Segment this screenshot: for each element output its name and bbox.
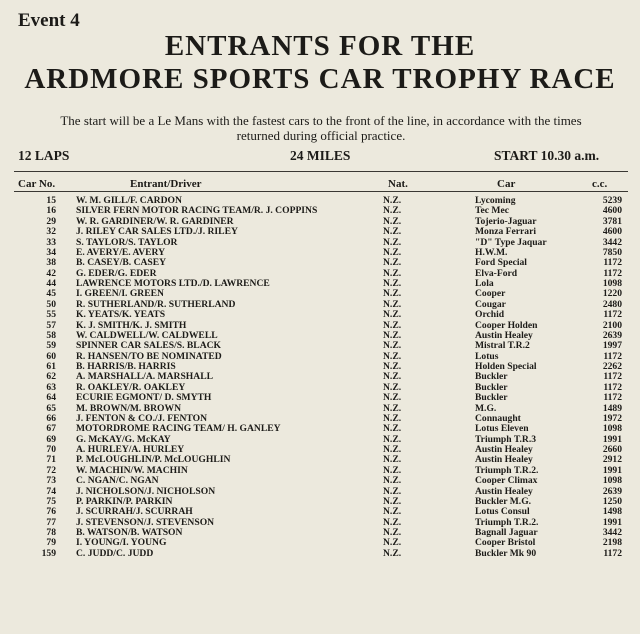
car-number: 16 [46,205,56,217]
car-model: M.G. [475,402,497,414]
header-nat: Nat. [388,178,408,190]
entrant-driver: C. JUDD/C. JUDD [76,547,154,559]
header-cc: c.c. [592,178,608,190]
nationality: N.Z. [383,205,402,217]
car-number: 66 [46,412,56,424]
car-number: 34 [46,246,56,258]
nationality: N.Z. [383,236,402,248]
nationality: N.Z. [383,527,402,538]
entrant-driver: R. OAKLEY/R. OAKLEY [76,381,186,393]
nationality: N.Z. [383,392,402,404]
engine-cc: 1098 [602,475,622,487]
engine-cc: 1991 [602,464,622,476]
car-model: Holden Special [475,361,537,372]
car-model: Austin Healey [475,329,533,341]
car-model: Tec Mec [475,205,510,217]
car-model: Buckler Mk 90 [475,547,537,559]
header-entrant: Entrant/Driver [130,178,202,190]
nationality: N.Z. [383,288,402,300]
car-number: 77 [46,516,56,528]
table-row [0,393,640,403]
engine-cc: 4600 [602,205,622,217]
nationality: N.Z. [383,495,402,507]
entrant-driver: B. CASEY/B. CASEY [76,257,167,269]
entrant-driver: I. GREEN/I. GREEN [76,288,164,300]
nationality: N.Z. [383,195,402,206]
nationality: N.Z. [383,433,402,445]
engine-cc: 2100 [602,319,622,331]
entrant-driver: W. R. GARDINER/W. R. GARDINER [76,215,234,227]
entrant-driver: SILVER FERN MOTOR RACING TEAM/R. J. COPPINS [76,205,318,217]
car-model: Orchid [475,309,505,321]
engine-cc: 1172 [603,392,622,404]
intro-line1: The start will be a Le Mans with the fastest cars to the front of the line, in accordance with the times [60,113,582,128]
car-number: 50 [46,298,56,310]
car-number: 70 [46,444,56,455]
car-model: H.W.M. [475,246,508,258]
car-number: 42 [46,267,56,279]
entrant-driver: G. McKAY/G. McKAY [76,433,171,445]
nationality: N.Z. [383,475,402,487]
car-model: Ford Special [475,257,527,269]
car-number: 44 [46,278,56,289]
car-model: Lotus Consul [475,506,530,518]
table-row [0,476,640,486]
engine-cc: 1172 [603,257,622,269]
car-number: 60 [46,350,56,362]
engine-cc: 5239 [602,195,622,206]
entrant-driver: J. FENTON & CO./J. FENTON [76,412,208,424]
entrant-driver: G. EDER/G. EDER [76,267,157,279]
car-model: Cooper Holden [475,319,538,331]
entrant-driver: I. YOUNG/I. YOUNG [76,537,167,549]
entrant-driver: E. AVERY/E. AVERY [76,246,166,258]
header-car-no: Car No. [18,178,56,190]
engine-cc: 1220 [602,288,622,300]
car-model: Lotus Eleven [475,423,529,435]
nationality: N.Z. [383,267,402,279]
event-label: Event 4 [18,10,80,31]
car-number: 69 [46,433,56,445]
nationality: N.Z. [383,371,402,383]
car-number: 32 [46,226,56,238]
entrant-driver: W. MACHIN/W. MACHIN [76,464,188,476]
page-title-line1: ENTRANTS FOR THE [164,30,476,62]
entrant-driver: SPINNER CAR SALES/S. BLACK [76,340,222,352]
nationality: N.Z. [383,423,402,435]
nationality: N.Z. [383,278,402,289]
entrant-driver: J. STEVENSON/J. STEVENSON [76,516,215,528]
engine-cc: 1172 [603,309,622,321]
engine-cc: 1172 [603,547,622,559]
engine-cc: 2912 [602,454,622,466]
nationality: N.Z. [383,412,402,424]
car-number: 79 [46,537,56,549]
engine-cc: 2198 [602,537,622,549]
entrant-driver: R. SUTHERLAND/R. SUTHERLAND [76,298,236,310]
table-row [0,227,640,237]
car-model: Lola [475,278,494,289]
car-model: Austin Healey [475,485,533,497]
car-model: Connaught [475,412,521,424]
car-number: 61 [46,361,56,372]
car-number: 38 [46,257,56,269]
car-number: 55 [46,309,56,321]
engine-cc: 1172 [603,381,622,393]
engine-cc: 1498 [602,506,622,518]
car-number: 74 [46,485,56,497]
engine-cc: 3442 [602,236,622,248]
nationality: N.Z. [383,350,402,362]
header-car: Car [497,178,516,190]
car-model: Lycoming [475,195,516,206]
car-number: 29 [46,215,56,227]
engine-cc: 2480 [602,298,622,310]
entrant-driver: M. BROWN/M. BROWN [76,402,181,414]
nationality: N.Z. [383,516,402,528]
nationality: N.Z. [383,506,402,518]
nationality: N.Z. [383,309,402,321]
car-model: Buckler [475,381,508,393]
car-model: Tojerio-Jaguar [475,215,537,227]
nationality: N.Z. [383,329,402,341]
entrant-driver: R. HANSEN/TO BE NOMINATED [76,350,222,362]
car-number: 64 [46,392,56,404]
engine-cc: 1991 [602,516,622,528]
car-model: Buckler [475,392,508,404]
car-number: 15 [46,195,56,206]
engine-cc: 1972 [602,412,622,424]
intro-text [16,113,626,143]
engine-cc: 1098 [602,423,622,435]
engine-cc: 1250 [602,495,622,507]
car-model: Triumph T.R.2. [475,464,539,476]
car-model: "D" Type Jaquar [475,236,547,248]
car-number: 67 [46,423,56,435]
laps-label: 12 LAPS [18,148,70,163]
nationality: N.Z. [383,537,402,549]
car-model: Cougar [475,298,506,310]
car-number: 45 [46,288,56,300]
car-model: Buckler [475,371,508,383]
car-model: Austin Healey [475,444,533,455]
engine-cc: 2660 [602,444,622,455]
car-number: 72 [46,464,56,476]
car-number: 78 [46,527,56,538]
car-model: Elva-Ford [475,267,518,279]
car-model: Triumph T.R.2. [475,516,539,528]
nationality: N.Z. [383,226,402,238]
page-title-line2: ARDMORE SPORTS CAR TROPHY RACE [24,63,616,95]
car-number: 63 [46,381,56,393]
nationality: N.Z. [383,485,402,497]
car-model: Austin Healey [475,454,533,466]
car-number: 159 [41,547,56,559]
entrant-driver: K. J. SMITH/K. J. SMITH [76,319,187,331]
engine-cc: 4600 [602,226,622,238]
engine-cc: 7850 [602,246,622,258]
car-model: Cooper Bristol [475,537,536,549]
nationality: N.Z. [383,246,402,258]
entrant-driver: B. WATSON/B. WATSON [76,527,183,538]
entrant-driver: P. PARKIN/P. PARKIN [76,495,173,507]
nationality: N.Z. [383,319,402,331]
entrant-driver: W. M. GILL/F. CARDON [76,195,182,206]
car-number: 71 [46,454,56,466]
entrant-driver: J. NICHOLSON/J. NICHOLSON [76,485,216,497]
car-number: 76 [46,506,56,518]
entrant-driver: A. HURLEY/A. HURLEY [76,444,185,455]
nationality: N.Z. [383,444,402,455]
nationality: N.Z. [383,215,402,227]
car-model: Cooper Climax [475,475,538,487]
car-model: Mistral T.R.2 [475,340,530,352]
car-number: 73 [46,475,56,487]
engine-cc: 2262 [602,361,622,372]
miles-label: 24 MILES [290,148,351,163]
engine-cc: 1098 [602,278,622,289]
car-model: Triumph T.R.3 [475,433,537,445]
car-model: Buckler M.G. [475,495,532,507]
entrant-driver: LAWRENCE MOTORS LTD./D. LAWRENCE [76,278,270,289]
entrant-driver: J. RILEY CAR SALES LTD./J. RILEY [76,226,238,238]
engine-cc: 1489 [602,402,622,414]
nationality: N.Z. [383,402,402,414]
engine-cc: 1172 [603,350,622,362]
nationality: N.Z. [383,298,402,310]
entrants-table [0,196,640,559]
entrant-driver: P. McLOUGHLIN/P. McLOUGHLIN [76,454,231,466]
entrant-driver: K. YEATS/K. YEATS [76,309,166,321]
table-row [0,549,640,559]
nationality: N.Z. [383,361,402,372]
nationality: N.Z. [383,381,402,393]
car-model: Bagnall Jaguar [475,527,538,538]
table-row [0,310,640,320]
entrant-driver: MOTORDROME RACING TEAM/ H. GANLEY [76,423,281,435]
entrant-driver: B. HARRIS/B. HARRIS [76,361,176,372]
header-top-divider [14,171,628,172]
car-model: Cooper [475,288,506,300]
car-number: 62 [46,371,56,383]
entrant-driver: J. SCURRAH/J. SCURRAH [76,506,193,518]
engine-cc: 3781 [602,215,622,227]
car-number: 59 [46,340,56,352]
header-bottom-divider [14,191,628,192]
intro-line2: returned during official practice. [236,128,406,143]
car-number: 33 [46,236,56,248]
car-number: 65 [46,402,56,414]
car-number: 75 [46,495,56,507]
nationality: N.Z. [383,464,402,476]
nationality: N.Z. [383,454,402,466]
entrant-driver: C. NGAN/C. NGAN [76,475,159,487]
car-number: 58 [46,329,56,341]
entrant-driver: W. CALDWELL/W. CALDWELL [76,329,218,341]
nationality: N.Z. [383,340,402,352]
engine-cc: 2639 [602,485,622,497]
car-model: Monza Ferrari [475,226,536,238]
car-model: Lotus [475,350,499,362]
car-number: 57 [46,319,56,331]
engine-cc: 1172 [603,371,622,383]
entrant-driver: S. TAYLOR/S. TAYLOR [76,236,178,248]
nationality: N.Z. [383,547,402,559]
entrant-driver: ECURIE EGMONT/ D. SMYTH [76,392,212,404]
engine-cc: 1997 [602,340,622,352]
engine-cc: 2639 [602,329,622,341]
engine-cc: 1991 [602,433,622,445]
engine-cc: 3442 [602,527,622,538]
engine-cc: 1172 [603,267,622,279]
start-time-label: START 10.30 a.m. [494,148,600,163]
entrant-driver: A. MARSHALL/A. MARSHALL [76,371,213,383]
nationality: N.Z. [383,257,402,269]
